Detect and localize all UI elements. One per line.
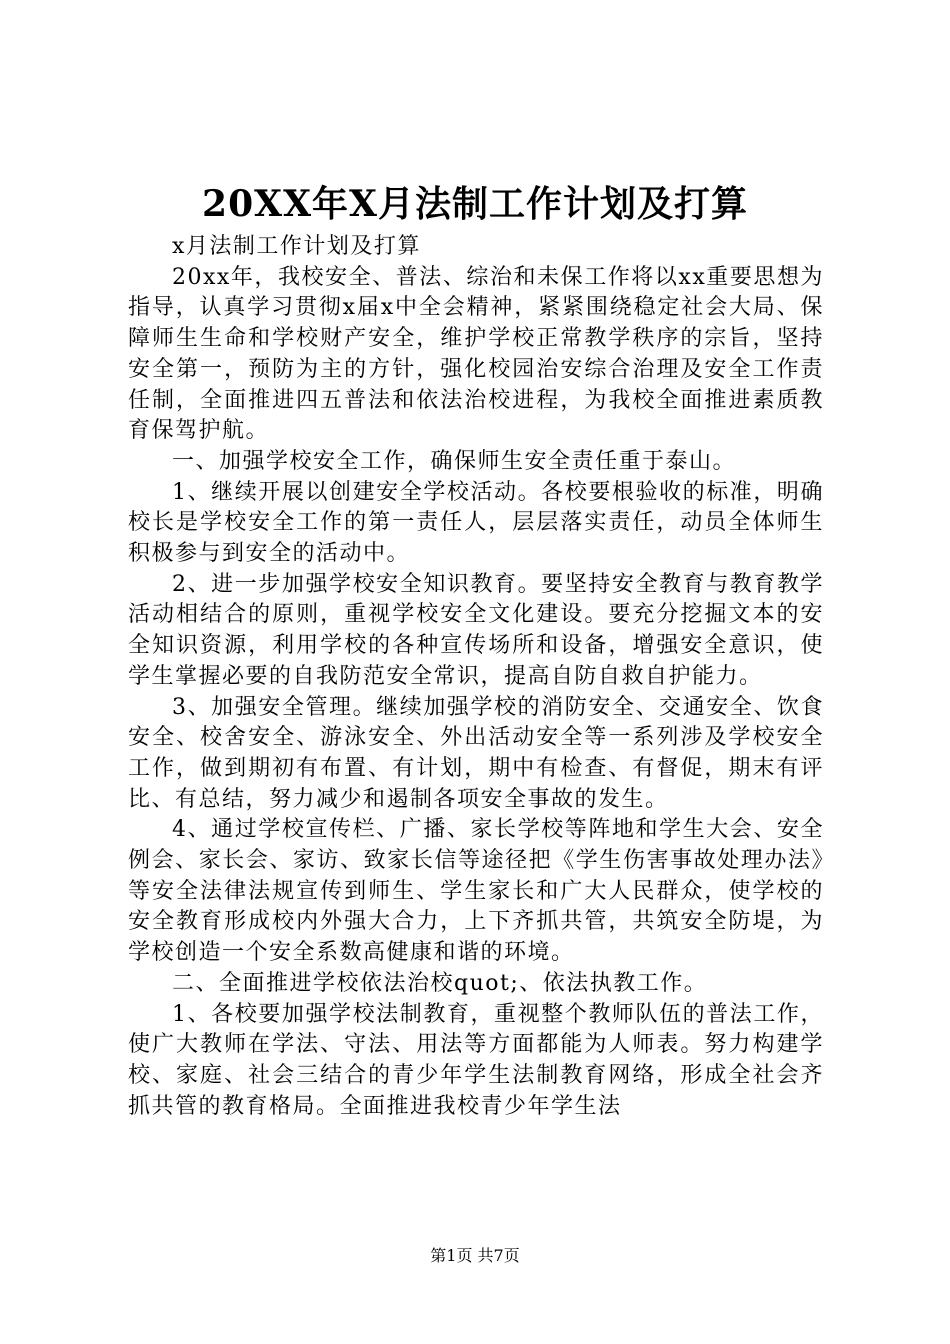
document-body <box>128 232 824 1122</box>
document-title: 20XX年X月法制工作计划及打算 <box>202 183 748 225</box>
paragraph-item-1-1: 1、继续开展以创建安全学校活动。各校要根验收的标准，明确校长是学校安全工作的第一责任人，层层落实责任，动员全体师生积极参与到安全的活动中。 <box>128 479 824 567</box>
page-footer: 第1页 共7页 <box>430 1246 520 1265</box>
section-heading-1: 一、加强学校安全工作，确保师生安全责任重于泰山。 <box>172 448 737 474</box>
paragraph-intro: 20xx年，我校安全、普法、综治和未保工作将以xx重要思想为指导，认真学习贯彻x届x中全会精神，紧紧围绕稳定社会大局、保障师生生命和学校财产安全，维护学校正常教学秩序的宗旨，坚持安全第一，预防为主的方针，强化校园治安综合治理及安全工作责任制，全面推进四五普法和依法治校进程，为我校全面推进素质教育保驾护航。 <box>128 264 824 444</box>
paragraph-item-1-2: 2、进一步加强学校安全知识教育。要坚持安全教育与教育教学活动相结合的原则，重视学校安全文化建设。要充分挖掘文本的安全知识资源，利用学校的各种宣传场所和设备，增强安全意识，使学生掌握必要的自我防范安全常识，提高自防自救自护能力。 <box>128 571 824 689</box>
section-heading-2: 二、全面推进学校依法治校quot;、依法执教工作。 <box>172 970 708 996</box>
paragraph-item-2-1: 1、各校要加强学校法制教育，重视整个教师队伍的普法工作，使广大教师在学法、守法、用法等方面都能为人师表。努力构建学校、家庭、社会三结合的青少年学生法制教育网络，形成全社会齐抓共管的教育格局。全面推进我校青少年学生法 <box>128 1001 824 1119</box>
paragraph-item-1-3: 3、加强安全管理。继续加强学校的消防安全、交通安全、饮食安全、校舍安全、游泳安全、外出活动安全等一系列涉及学校安全工作，做到期初有布置、有计划，期中有检查、有督促，期末有评比、有总结，努力减少和遏制各项安全事故的发生。 <box>128 694 824 812</box>
paragraph-item-1-4: 4、通过学校宣传栏、广播、家长学校等阵地和学生大会、安全例会、家长会、家访、致家长信等途径把《学生伤害事故处理办法》等安全法律法规宣传到师生、学生家长和广大人民群众，使学校的安全教育形成校内外强大合力，上下齐抓共管，共筑安全防堤，为学校创造一个安全系数高健康和谐的环境。 <box>128 817 824 966</box>
paragraph-subtitle: x月法制工作计划及打算 <box>172 234 421 259</box>
